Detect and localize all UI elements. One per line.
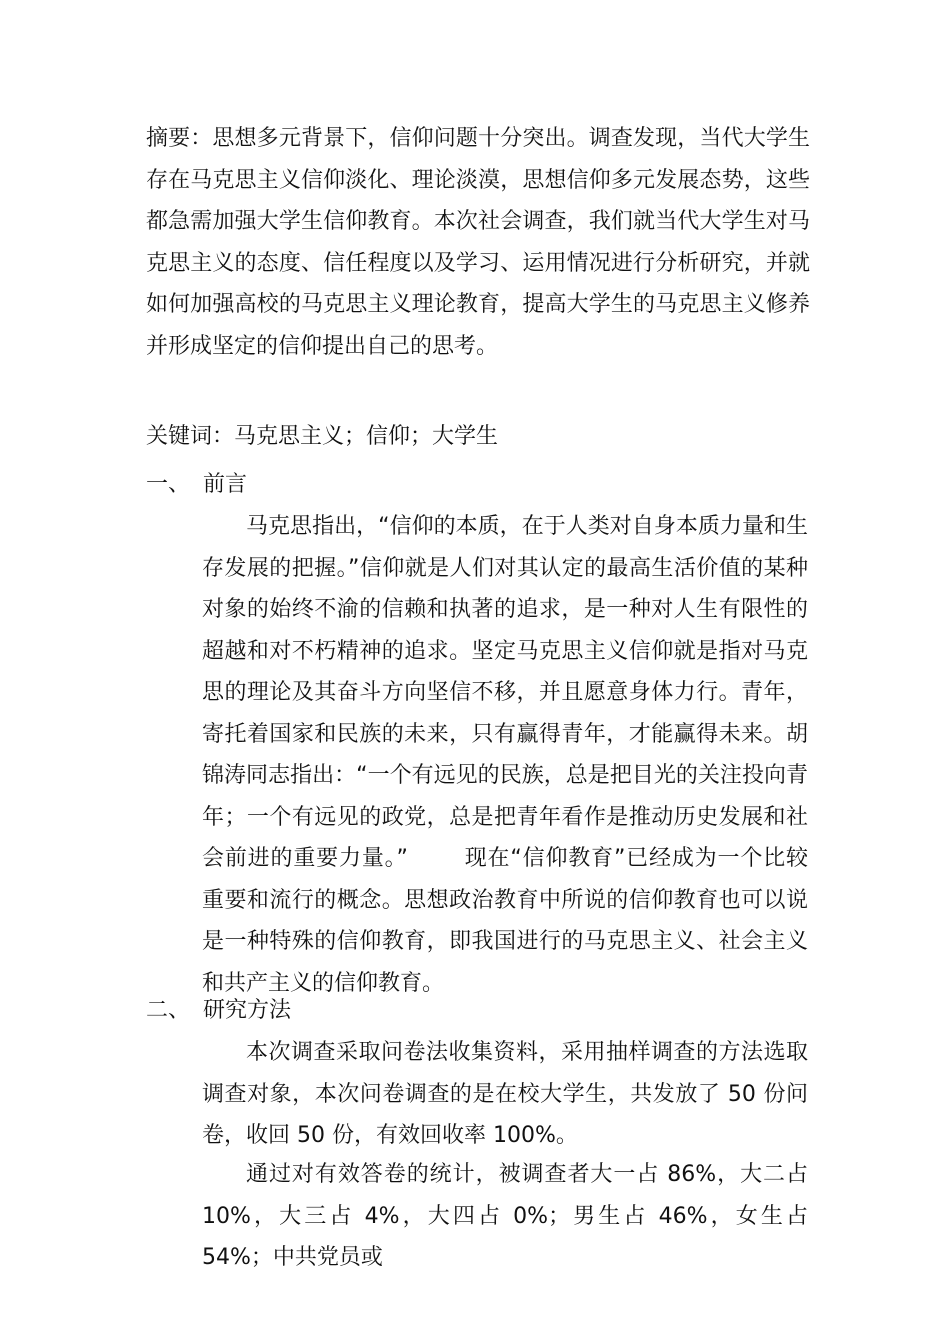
abstract-paragraph: 摘要：思想多元背景下，信仰问题十分突出。调查发现，当代大学生存在马克思主义信仰淡化、理论淡漠，思想信仰多元发展态势，这些都急需加强大学生信仰教育。本次社会调查，我们就当代大学生对马克思主义的态度、信任程度以及学习、运用情况进行分析研究，并就如何加强高校的马克思主义理论教育，提高大学生的马克思主义修养并形成坚定的信仰提出自己的思考。	[146, 126, 810, 359]
section-title-1: 前言	[203, 472, 248, 497]
section-1-text-a: 马克思指出，“信仰的本质，在于人类对自身本质力量和生存发展的把握。”信仰就是人们对其认定的最高生活价值的某种对象的始终不渝的信赖和执著的追求，是一种对人生有限性的超越和对不朽精神的追求。坚定马克思主义信仰就是指对马克思的理论及其奋斗方向坚信不移，并且愿意身体力行。青年，寄托着国家和民族的未来，只有赢得青年，才能赢得未来。胡锦涛同志指出：“一个有远见的民族，总是把目光的关注投向青年；一个有远见的政党，总是把青年看作是推动历史发展和社会前进的重要力量。”	[202, 514, 808, 871]
section-1-text-b: 现在“信仰教育”已经成为一个比较重要和流行的概念。思想政治教育中所说的信仰教育也可以说是一种特殊的信仰教育，即我国进行的马克思主义、社会主义和共产主义的信仰教育。	[202, 846, 808, 996]
section-heading-2	[146, 990, 810, 1032]
section-number-2: 二、	[146, 998, 191, 1023]
section-2-paragraph-1: 本次调查采取问卷法收集资料，采用抽样调查的方法选取调查对象，本次问卷调查的是在校大学生，共发放了 50 份问卷，收回 50 份，有效回收率 100%。	[202, 1040, 808, 1148]
section-2-paragraph-2: 通过对有效答卷的统计，被调查者大一占 86%，大二占 10%，大三占 4%，大四占 0%；男生占 46%，女生占 54%；中共党员或	[202, 1162, 808, 1270]
keywords-line: 关键词：马克思主义；信仰；大学生	[146, 424, 499, 449]
section-number-1: 一、	[146, 472, 191, 497]
section-heading-1	[146, 464, 810, 506]
section-title-2: 研究方法	[203, 998, 292, 1023]
section-1-paragraph	[202, 506, 808, 1004]
